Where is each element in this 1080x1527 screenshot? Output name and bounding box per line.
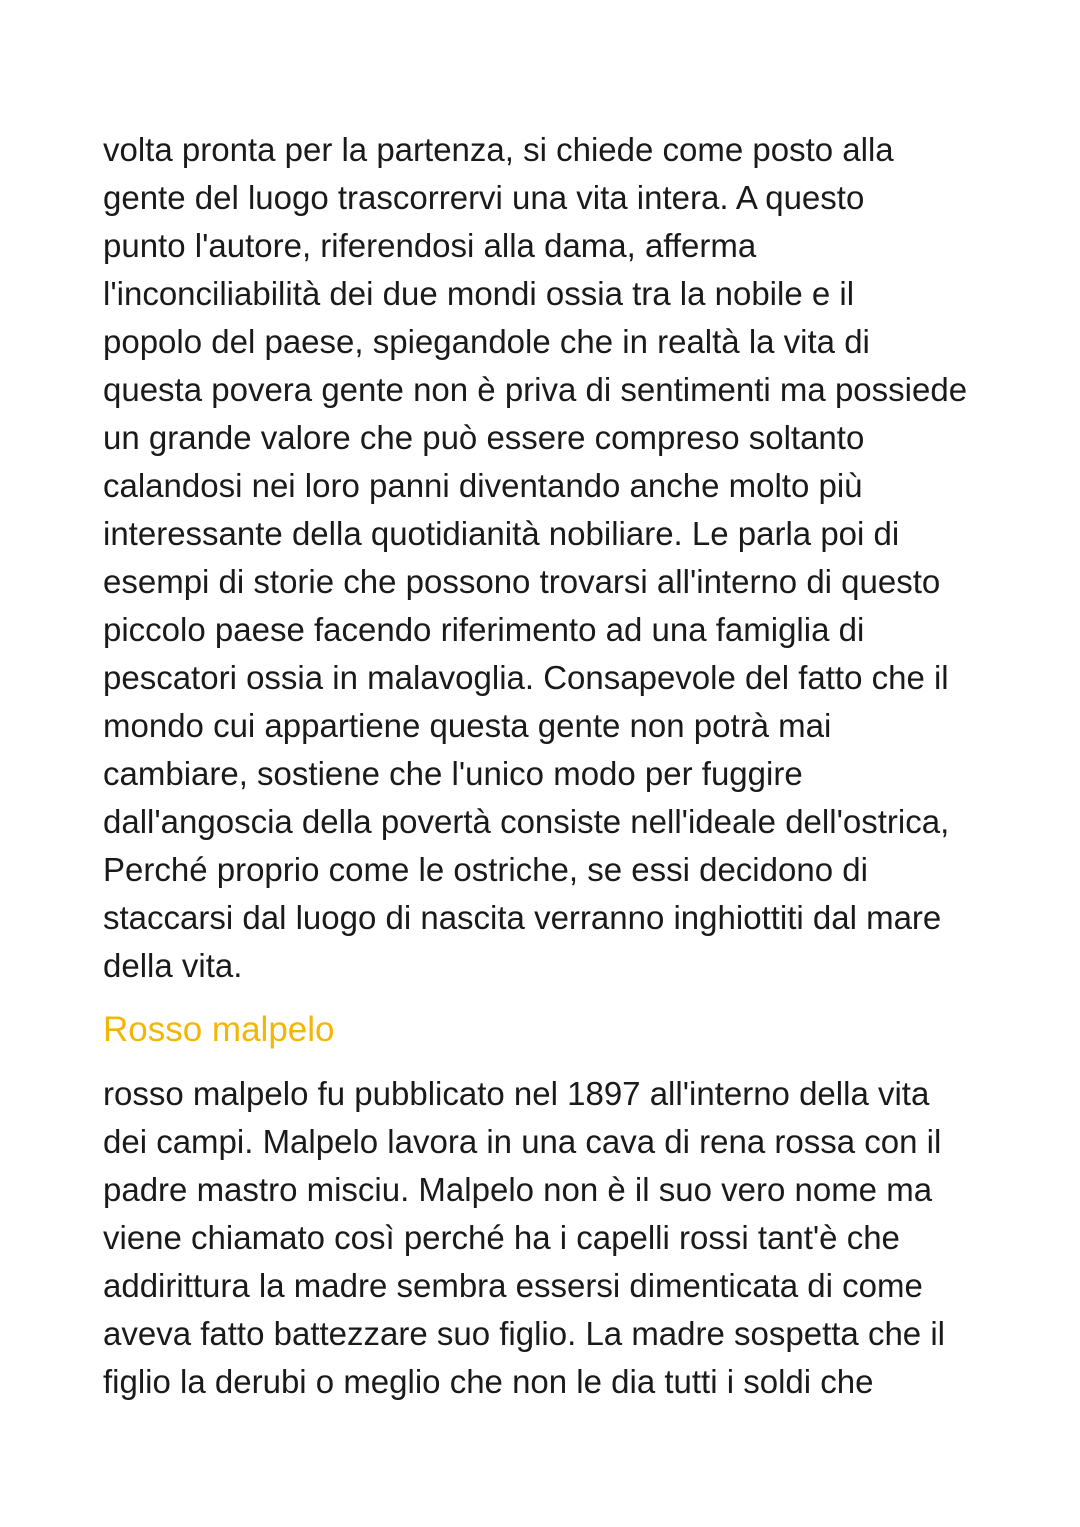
text-line: della vita. [103, 947, 243, 984]
text-line: interessante della quotidianità nobiliare. Le parla poi di [103, 515, 900, 552]
text-line: questa povera gente non è priva di sentimenti ma possiede [103, 371, 968, 408]
text-line: staccarsi dal luogo di nascita verranno inghiottiti dal mare [103, 899, 942, 936]
text-line: dei campi. Malpelo lavora in una cava di rena rossa con il [103, 1123, 942, 1160]
text-line: padre mastro misciu. Malpelo non è il suo vero nome ma [103, 1171, 933, 1208]
text-line: aveva fatto battezzare suo figlio. La madre sospetta che il [103, 1315, 945, 1352]
text-line: l'inconciliabilità dei due mondi ossia tra la nobile e il [103, 275, 855, 312]
text-line: mondo cui appartiene questa gente non potrà mai [103, 707, 832, 744]
text-line: gente del luogo trascorrervi una vita intera. A questo [103, 179, 865, 216]
text-line: un grande valore che può essere compreso soltanto [103, 419, 865, 456]
document-page [103, 126, 1003, 1406]
paragraph-2 [103, 1070, 1003, 1406]
text-line: popolo del paese, spiegandole che in realtà la vita di [103, 323, 870, 360]
text-line: cambiare, sostiene che l'unico modo per fuggire [103, 755, 803, 792]
section-heading: Rosso malpelo [103, 1010, 335, 1049]
text-line: rosso malpelo fu pubblicato nel 1897 all'interno della vita [103, 1075, 930, 1112]
text-line: piccolo paese facendo riferimento ad una famiglia di [103, 611, 865, 648]
text-line: figlio la derubi o meglio che non le dia tutti i soldi che [103, 1363, 874, 1400]
text-line: punto l'autore, riferendosi alla dama, afferma [103, 227, 757, 264]
paragraph-1 [103, 126, 1003, 990]
text-line: Perché proprio come le ostriche, se essi decidono di [103, 851, 868, 888]
text-line: calandosi nei loro panni diventando anche molto più [103, 467, 863, 504]
text-line: volta pronta per la partenza, si chiede come posto alla [103, 131, 894, 168]
text-line: pescatori ossia in malavoglia. Consapevole del fatto che il [103, 659, 949, 696]
text-line: viene chiamato così perché ha i capelli rossi tant'è che [103, 1219, 900, 1256]
text-line: dall'angoscia della povertà consiste nell'ideale dell'ostrica, [103, 803, 950, 840]
text-line: esempi di storie che possono trovarsi all'interno di questo [103, 563, 941, 600]
text-line: addirittura la madre sembra essersi dimenticata di come [103, 1267, 923, 1304]
